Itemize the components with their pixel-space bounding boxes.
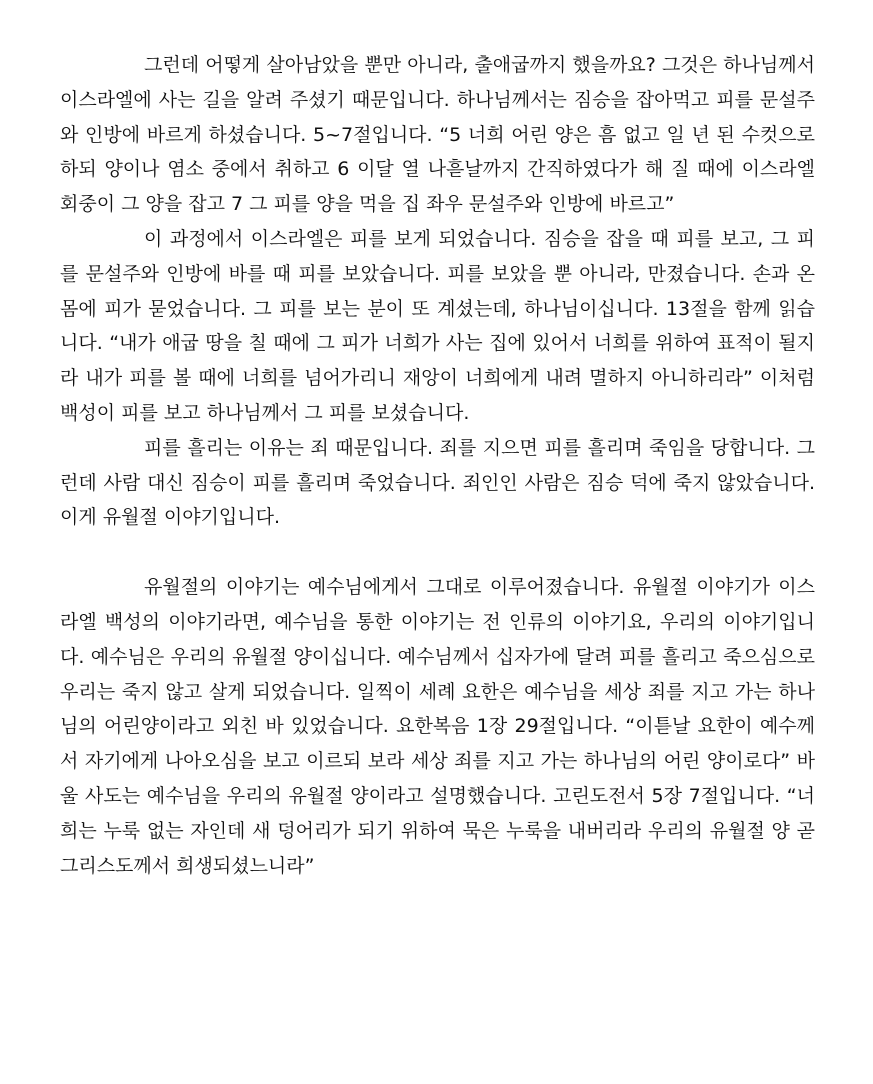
paragraph-reason-for-blood: 피를 흘리는 이유는 죄 때문입니다. 죄를 지으면 피를 흘리며 죽임을 당합니다. 그런데 사람 대신 짐승이 피를 흘리며 죽었습니다. 죄인인 사람은 짐승 덕에 죽지 않았습니다. 이게 유월절 이야기입니다. (60, 436, 815, 529)
paragraph-passover-survival: 그런데 어떻게 살아남았을 뿐만 아니라, 출애굽까지 했을까요? 그것은 하나님께서 이스라엘에 사는 길을 알려 주셨기 때문입니다. 하나님께서는 짐승을 잡아먹고 피를 문설주와 인방에 바르게 하셨습니다. 5~7절입니다. “5 너희 어린 양은 흠 없고 일 년 된 수컷으로 하되 양이나 염소 중에서 취하고 6 이달 열 나흗날까지 간직하였다가 해 질 때에 이스라엘 회중이 그 양을 잡고 7 그 피를 양을 먹을 집 좌우 문설주와 인방에 바르고” (60, 54, 815, 216)
paragraph-jesus-passover-lamb: 유월절의 이야기는 예수님에게서 그대로 이루어졌습니다. 유월절 이야기가 이스라엘 백성의 이야기라면, 예수님을 통한 이야기는 전 인류의 이야기요, 우리의 이야기입니다. 예수님은 우리의 유월절 양이십니다. 예수님께서 십자가에 달려 피를 흘리고 죽으심으로 우리는 죽지 않고 살게 되었습니다. 일찍이 세례 요한은 예수님을 세상 죄를 지고 가는 하나님의 어린양이라고 외친 바 있었습니다. 요한복음 1장 29절입니다. “이튿날 요한이 예수께서 자기에게 나아오심을 보고 이르되 보라 세상 죄를 지고 가는 하나님의 어린 양이로다” 바울 사도는 예수님을 우리의 유월절 양이라고 설명했습니다. 고린도전서 5장 7절입니다. “너희는 누룩 없는 자인데 새 덩어리가 되기 위하여 묵은 누룩을 내버리라 우리의 유월절 양 곧 그리스도께서 희생되셨느니라” (60, 576, 816, 877)
paragraph-seeing-blood: 이 과정에서 이스라엘은 피를 보게 되었습니다. 짐승을 잡을 때 피를 보고, 그 피를 문설주와 인방에 바를 때 피를 보았습니다. 피를 보았을 뿐 아니라, 만졌습니다. 손과 온몸에 피가 묻었습니다. 그 피를 보는 분이 또 계셨는데, 하나님이십니다. 13절을 함께 읽습니다. “내가 애굽 땅을 칠 때에 그 피가 너희가 사는 집에 있어서 너희를 위하여 표적이 될지라 내가 피를 볼 때에 너희를 넘어가리니 재앙이 너희에게 내려 멸하지 아니하리라” 이처럼 백성이 피를 보고 하나님께서 그 피를 보셨습니다. (60, 227, 815, 424)
paragraph-spacer (60, 535, 815, 570)
document-body (60, 48, 815, 883)
